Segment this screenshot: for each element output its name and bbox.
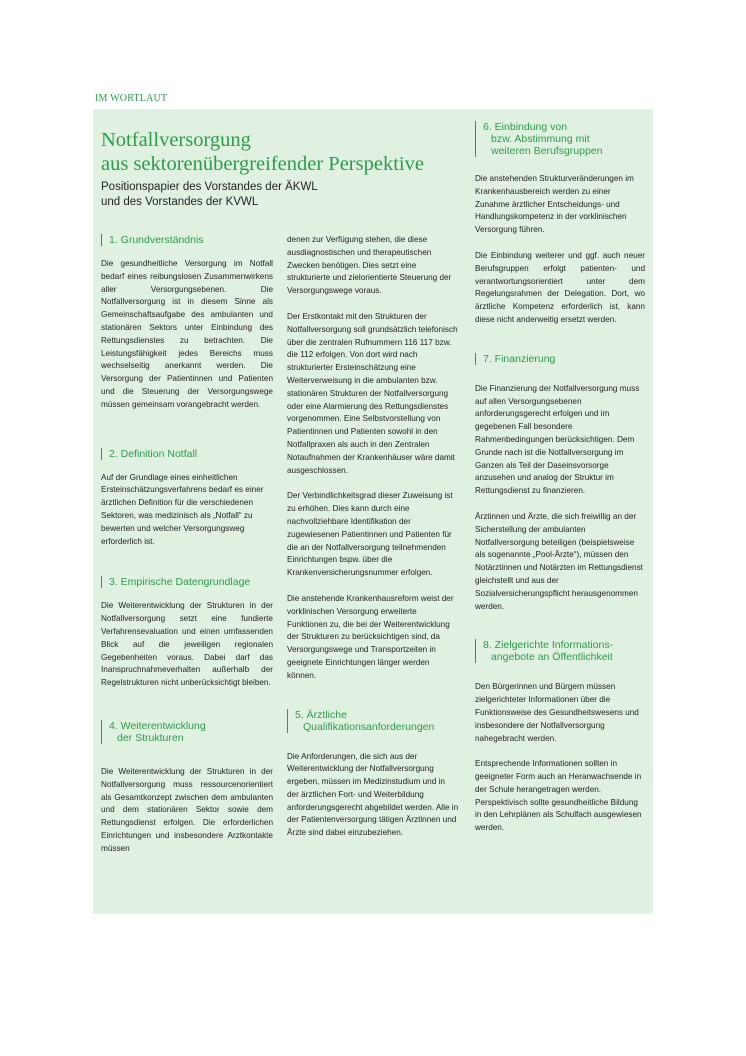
text-column-2 bbox=[287, 234, 459, 853]
section-heading-weiterentwicklung bbox=[101, 720, 273, 744]
section-kicker: IM WORTLAUT bbox=[95, 93, 168, 104]
text-column-3 bbox=[475, 121, 645, 848]
subtitle-line-2: und des Vorstandes der KVWL bbox=[101, 196, 259, 208]
section-heading-informationsangebote bbox=[475, 639, 645, 663]
article-title bbox=[101, 128, 471, 176]
paragraph: Die Weiterentwicklung der Strukturen in der Notfallversorgung setzt eine fundierte Verfahrensevaluation und einen umfassenden Blick auf die jeweiligen regionalen Gegebenheiten voraus. Dabei darf das Inanspruchnahmeverhalten außerhalb der Regelstrukturen nicht unberücksichtigt bleiben. bbox=[101, 601, 273, 688]
heading-line: der Strukturen bbox=[117, 731, 184, 744]
text-column-1 bbox=[101, 234, 273, 869]
section-heading-definition-notfall: 2. Definition Notfall bbox=[101, 448, 273, 460]
heading-line: 4. Weiterentwicklung bbox=[109, 719, 206, 732]
paragraph: Den Bürgerinnen und Bürgern müssen zielgerichteter Informationen über die Funktionsweise des Gesundheitswesens und insbesondere der Notfallversorgung nahegebracht werden. bbox=[475, 682, 639, 743]
heading-line: Qualifikationsanforderungen bbox=[303, 720, 435, 733]
section-heading-empirische-datengrundlage: 3. Empirische Datengrundlage bbox=[101, 576, 273, 588]
subtitle-line-1: Positionspapier des Vorstandes der ÄKWL bbox=[101, 181, 318, 193]
heading-line: 6. Einbindung von bbox=[483, 121, 568, 133]
heading-line: angebote an Öffentlichkeit bbox=[491, 651, 613, 664]
heading-line: weiteren Berufsgruppen bbox=[491, 145, 603, 157]
paragraph: denen zur Verfügung stehen, die diese ausdiagnostischen und therapeutischen Zwecken benötigen. Dies setzt eine strukturierte und zielorientierte Steuerung der Versorgungswege voraus. bbox=[287, 235, 452, 296]
paragraph: Die Finanzierung der Notfallversorgung muss auf allen Versorgungsebenen anforderungsgerecht erfolgen und im gegebenen Fall besondere Rahmenbedingungen berücksichtigen. Dem Grunde nach ist die Notfallversorgung im Ganzen als Teil der Daseinsvorsorge anzusehen und analog der Struktur im Rettungsdienst zu finanzieren. bbox=[475, 383, 640, 496]
paragraph: Ärztinnen und Ärzte, die sich freiwillig an der Sicherstellung der ambulanten Notfallversorgung beteiligen (beispielsweise als sogenannte „Pool-Ärzte“), müssen den Notärztinnen und Notärzten im Rettungsdienst gleichstellt und aus der Sozialversicherungspflicht herausgenommen werden. bbox=[475, 511, 643, 611]
paragraph: Der Verbindlichkeitsgrad dieser Zuweisung ist zu erhöhen. Dies kann durch eine nachvollziehbare Identifikation der zugewiesenen Patientinnen und Patienten für die an der Notfallversorgung teilnehmenden Einrichtungen bspw. über die Krankenversicherungsnummer erfolgen. bbox=[287, 491, 453, 578]
heading-line: 5. Ärztliche bbox=[295, 708, 347, 721]
paragraph: Die Einbindung weiterer und ggf. auch neuer Berufsgruppen erfolgt patienten- und verantwortungsorientiert unter dem Regelungsrahmen der Delegation. Dort, wo ärztliche Kompetenz erforderlich ist, kann diese nicht anderweitig ersetzt werden. bbox=[475, 250, 645, 324]
section-heading-finanzierung: 7. Finanzierung bbox=[475, 353, 645, 365]
title-line-1: Notfallversorgung bbox=[101, 129, 251, 151]
title-line-2: aus sektorenübergreifender Perspektive bbox=[101, 153, 424, 175]
paragraph: Die Anforderungen, die sich aus der Weiterentwicklung der Notfallversorgung ergeben, müssen im Medizinstudium und in der ärztlichen Fort- und Weiterbildung anforderungsgerecht abgebildet werden. Alle in der Patientenversorgung tätigen Ärztinnen und Ärzte sind dabei einzubeziehen. bbox=[287, 751, 459, 838]
paragraph: Die gesundheitliche Versorgung im Notfall bedarf eines reibungslosen Zusammenwirkens aller Versorgungsebenen. Die Notfallversorgung ist in diesem Sinne als Gemeinschaftsaufgabe des ambulanten und stationären Sektors unter Einbindung des Rettungsdienstes zu betrachten. Die Leistungsfähigkeit jedes Bereichs muss wechselseitig anerkannt werden. Die Versorgung der Patientinnen und Patienten und die Steuerung der Versorgungswege müssen gemeinsam vorangebracht werden. bbox=[101, 259, 273, 409]
paragraph: Auf der Grundlage eines einheitlichen Ersteinschätzungsverfahrens bedarf es einer ärztlichen Definition für die verschiedenen Sektoren, was medizinisch als „Notfall“ zu bewerten und welcher Versorgungsweg erforderlich ist. bbox=[101, 472, 264, 546]
section-heading-berufsgruppen bbox=[475, 121, 645, 157]
heading-line: bzw. Abstimmung mit bbox=[491, 133, 590, 145]
article-subtitle bbox=[101, 180, 471, 210]
section-heading-grundverstaendnis: 1. Grundverständnis bbox=[101, 234, 273, 246]
section-heading-aerztliche-qualifikation bbox=[287, 709, 459, 733]
paragraph: Der Erstkontakt mit den Strukturen der Notfallversorgung soll grundsätzlich telefonisch über die zentralen Rufnummern 116 117 bzw. die 112 erfolgen. Von dort wird nach strukturierter Ersteinschätzung eine Weiterverweisung in die ambulanten bzw. stationären Strukturen der Notfallversorgung oder eine Alarmierung des Rettungsdienstes vorgenommen. Eine Selbstvorstellung von Patientinnen und Patienten sowohl in den Notfallpraxen als auch in den Zentralen Notaufnahmen der Krankenhäuser wäre damit ausgeschlossen. bbox=[287, 311, 458, 475]
paragraph: Die Weiterentwicklung der Strukturen in der Notfallversorgung muss ressourcenorientiert als Gesamtkonzept zwischen dem ambulanten und dem stationären Sektor sowie dem Rettungsdienst erfolgen. Die erforderlichen Einrichtungen und insbesondere Arztkontakte müssen bbox=[101, 766, 273, 853]
paragraph: Die anstehende Krankenhausreform weist der vorklinischen Versorgung erweiterte Funktionen zu, die bei der Weiterentwicklung der Strukturen zu berücksichtigen sind, da Versorgungswege und Transportzeiten in geeignete Einrichtungen länger werden können. bbox=[287, 593, 454, 680]
heading-line: 8. Zielgerichte Informations- bbox=[483, 639, 614, 652]
paragraph: Die anstehenden Strukturveränderungen im Krankenhausbereich werden zu einer Zunahme ärztlicher Entscheidungs- und Handlungskompetenz in der vorklinischen Versorgung führen. bbox=[475, 174, 634, 235]
paragraph: Entsprechende Informationen sollten in geeigneter Form auch an Heranwachsende in der Schule herangetragen werden. Perspektivisch sollte gesundheitliche Bildung in den Lehrplänen als Schulfach ausgewiesen werden. bbox=[475, 759, 642, 833]
